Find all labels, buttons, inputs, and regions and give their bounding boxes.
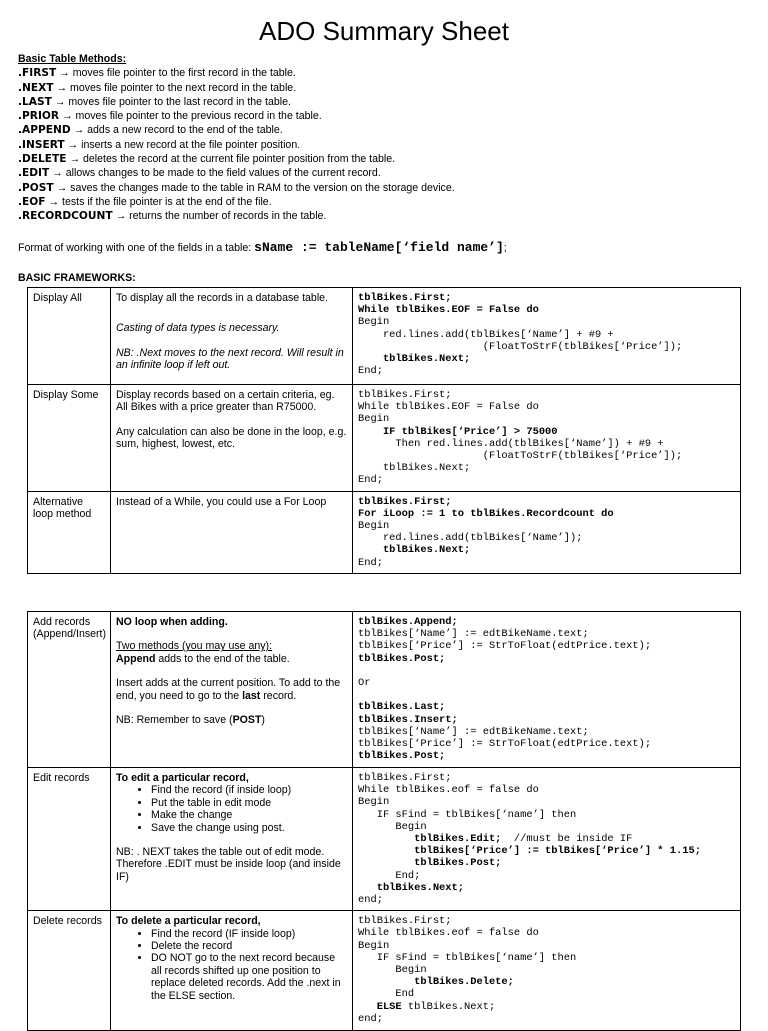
code-line: For iLoop := 1 to tblBikes.Recordcount do	[358, 507, 614, 520]
method-description: allows changes to be made to the field values of the current record.	[65, 167, 381, 180]
code-line: Begin	[358, 520, 390, 533]
table-row	[28, 288, 741, 385]
arrow-icon: →	[56, 67, 73, 80]
code-line: End	[358, 988, 415, 1001]
table-row	[28, 911, 741, 1031]
description-text: NB: .Next moves to the next record. Will result in an infinite loop if left out.	[116, 346, 344, 372]
method-name: .INSERT	[18, 138, 65, 151]
row-description	[111, 491, 353, 573]
code-line: tblBikes.Post;	[358, 857, 502, 870]
method-description: moves file pointer to the previous record in the table.	[75, 110, 322, 123]
code-line: Begin	[358, 316, 390, 329]
code-line: tblBikes[‘Name’] := edtBikeName.text;	[358, 628, 589, 641]
code-line: While tblBikes.eof = false do	[358, 927, 539, 940]
format-code: sName := tableName[‘field name’]	[254, 240, 504, 255]
code-line: Or	[358, 677, 371, 690]
description-text: record.	[260, 689, 297, 702]
code-delete	[353, 911, 741, 1031]
list-item: • Save the change using post.	[151, 822, 347, 834]
code-line: tblBikes.First;	[358, 389, 452, 401]
description-text: To display all the records in a database table.	[116, 292, 329, 304]
list-item: • Find the record (if inside loop)	[151, 784, 347, 796]
methods-list	[18, 66, 455, 223]
row-description	[111, 288, 353, 385]
method-name: .RECORDCOUNT	[18, 210, 113, 223]
code-line: end;	[358, 894, 383, 907]
method-item	[18, 138, 455, 152]
row-name: Edit records	[28, 768, 111, 911]
code-alt-loop	[353, 491, 741, 573]
method-name: .NEXT	[18, 81, 54, 94]
code-edit	[353, 768, 741, 911]
code-line: (FloatToStrF(tblBikes[‘Price’]);	[358, 340, 683, 353]
description-text: NB: Remember to save (	[116, 714, 233, 727]
description-text: Display records based on a certain criteria, eg. All Bikes with a price greater than R75000.	[116, 389, 335, 414]
table-row	[28, 491, 741, 573]
code-line: End;	[358, 869, 421, 882]
method-name: .LAST	[18, 95, 52, 108]
code-line: IF sFind = tblBikes[‘name’] then	[358, 951, 577, 964]
code-line: tblBikes[‘Name’] := edtBikeName.text;	[358, 725, 589, 738]
code-line: While tblBikes.EOF = False do	[358, 304, 539, 317]
code-line: tblBikes.Edit;	[358, 833, 502, 846]
description-text: Instead of a While, you could use a For Loop	[116, 495, 327, 508]
methods-heading: Basic Table Methods:	[18, 53, 127, 65]
description-text: NB: . NEXT takes the table out of edit mode. Therefore .EDIT must be inside loop (and inside IF)	[116, 846, 341, 883]
description-text: POST	[232, 714, 262, 727]
delete-bullet-list	[116, 928, 347, 1002]
method-item	[18, 66, 455, 80]
code-line: red.lines.add(tblBikes[‘Name’]);	[358, 532, 583, 545]
code-line: tblBikes[‘Price’] := StrToFloat(edtPrice.text);	[358, 640, 652, 653]
method-description: saves the changes made to the table in RAM to the version on the storage device.	[70, 181, 455, 194]
code-line: Begin	[358, 796, 390, 809]
code-line-tail: //must be inside IF	[501, 833, 633, 846]
code-line: tblBikes.Next;	[358, 544, 471, 557]
arrow-icon: →	[66, 153, 83, 166]
description-text: last	[242, 689, 261, 702]
arrow-icon: →	[64, 138, 82, 151]
method-description: moves file pointer to the first record in the table.	[72, 67, 296, 80]
method-name: .PRIOR	[18, 110, 60, 123]
field-format-line	[18, 240, 507, 255]
table-row	[28, 768, 741, 911]
method-name: .FIRST	[18, 67, 57, 80]
method-description: moves file pointer to the last record in the table.	[68, 95, 291, 108]
arrow-icon: →	[51, 95, 69, 108]
code-line: tblBikes.First;	[358, 495, 452, 508]
description-text: Any calculation can also be done in the loop, e.g. sum, highest, lowest, etc.	[116, 425, 347, 451]
list-item: • Delete the record	[151, 940, 347, 952]
method-description: adds a new record to the end of the table.	[87, 124, 283, 137]
method-name: .APPEND	[18, 124, 71, 137]
row-name: Add records (Append/Insert)	[28, 612, 111, 768]
method-description: inserts a new record at the file pointer position.	[81, 138, 301, 151]
method-name: .EDIT	[18, 167, 50, 180]
code-line: (FloatToStrF(tblBikes[‘Price’]);	[358, 450, 683, 463]
edit-bullet-list	[116, 784, 347, 834]
code-line: End;	[358, 556, 383, 569]
code-line-tail: tblBikes.Next;	[401, 1000, 496, 1013]
code-line: tblBikes.Append;	[358, 616, 458, 628]
code-line: Then red.lines.add(tblBikes[‘Name’]) + #9 +	[358, 437, 664, 450]
code-line: Begin	[358, 413, 390, 426]
method-item	[18, 209, 455, 223]
arrow-icon: →	[45, 195, 62, 208]
code-line: End;	[358, 365, 383, 378]
method-item	[18, 81, 455, 95]
code-line: tblBikes.First;	[358, 915, 452, 928]
page-title: ADO Summary Sheet	[259, 16, 509, 46]
method-name: .EOF	[18, 195, 46, 208]
arrow-icon: →	[53, 181, 71, 194]
list-item: • Make the change	[151, 809, 347, 821]
code-line: tblBikes.First;	[358, 772, 452, 784]
code-line: While tblBikes.eof = false do	[358, 784, 539, 797]
code-line: tblBikes.Delete;	[358, 976, 514, 989]
row-description	[111, 768, 353, 911]
table-row	[28, 385, 741, 492]
code-line: tblBikes[‘Price’] := tblBikes[‘Price’] * 1.15;	[358, 845, 701, 858]
arrow-icon: →	[49, 167, 66, 180]
row-name: Alternative loop method	[28, 491, 111, 573]
code-line: red.lines.add(tblBikes[‘Name’] + #9 +	[358, 328, 614, 341]
code-line: Begin	[358, 939, 390, 952]
arrow-icon: →	[53, 81, 71, 94]
row-name: Display Some	[28, 385, 111, 492]
frameworks-table-modify	[27, 611, 741, 1031]
method-name: .DELETE	[18, 153, 67, 166]
frameworks-table-display	[27, 287, 741, 574]
method-item	[18, 109, 455, 123]
description-text: To edit a particular record,	[116, 772, 249, 784]
code-line: ELSE	[358, 1000, 402, 1013]
description-text: Insert adds at the current position. To add to the end, you need to go to the	[116, 677, 341, 702]
frameworks-heading: BASIC FRAMEWORKS:	[18, 272, 136, 284]
arrow-icon: →	[59, 110, 76, 123]
method-item	[18, 152, 455, 166]
code-line: tblBikes.Insert;	[358, 713, 458, 726]
description-text: Casting of data types is necessary.	[116, 322, 280, 335]
code-display-some	[353, 385, 741, 492]
code-add	[353, 612, 741, 768]
row-name: Delete records	[28, 911, 111, 1031]
code-line: tblBikes.Last;	[358, 701, 446, 714]
description-text: adds to the end of the table.	[155, 652, 290, 665]
code-line: IF tblBikes[‘Price’] > 75000	[358, 425, 558, 438]
list-item: • Put the table in edit mode	[151, 797, 347, 809]
format-suffix: ;	[503, 242, 507, 254]
code-line: tblBikes.Post;	[358, 750, 446, 763]
method-item	[18, 195, 455, 209]
method-description: moves file pointer to the next record in the table.	[70, 81, 297, 94]
code-line: tblBikes.Next;	[358, 462, 471, 475]
code-line: IF sFind = tblBikes[‘name’] then	[358, 808, 577, 821]
basic-table-methods	[18, 52, 455, 224]
code-line: tblBikes.First;	[358, 292, 452, 304]
arrow-icon: →	[112, 210, 130, 223]
row-name: Display All	[28, 288, 111, 385]
method-item	[18, 95, 455, 109]
code-line: tblBikes[‘Price’] := StrToFloat(edtPrice.text);	[358, 738, 652, 751]
code-line: Begin	[358, 964, 427, 977]
code-line: While tblBikes.EOF = False do	[358, 401, 539, 414]
list-item: • DO NOT go to the next record because all records shifted up one position to replace deleted records. Add the .next in the ELSE section.	[151, 952, 347, 1002]
description-text: To delete a particular record,	[116, 915, 261, 928]
code-line: tblBikes.Post;	[358, 652, 446, 665]
row-description	[111, 385, 353, 492]
row-description	[111, 911, 353, 1031]
arrow-icon: →	[70, 124, 88, 137]
code-line: end;	[358, 1012, 383, 1025]
code-line: tblBikes.Next;	[358, 881, 465, 894]
method-item	[18, 166, 455, 180]
description-text: )	[261, 714, 265, 727]
code-display-all	[353, 288, 741, 385]
method-description: deletes the record at the current file pointer position from the table.	[83, 153, 396, 166]
method-item	[18, 123, 455, 137]
method-description: tests if the file pointer is at the end of the file.	[62, 195, 272, 208]
description-text: Two methods (you may use any):	[116, 640, 273, 653]
code-line: End;	[358, 474, 383, 487]
method-description: returns the number of records in the table.	[129, 210, 327, 223]
description-text: NO loop when adding.	[116, 616, 228, 628]
method-item	[18, 181, 455, 195]
table-row	[28, 612, 741, 768]
code-line: tblBikes.Next;	[358, 353, 471, 366]
code-line: Begin	[358, 820, 427, 833]
row-description	[111, 612, 353, 768]
description-text: Append	[116, 652, 156, 665]
list-item: • Find the record (IF inside loop)	[151, 928, 347, 940]
format-text: Format of working with one of the fields in a table:	[18, 242, 252, 254]
method-name: .POST	[18, 181, 54, 194]
